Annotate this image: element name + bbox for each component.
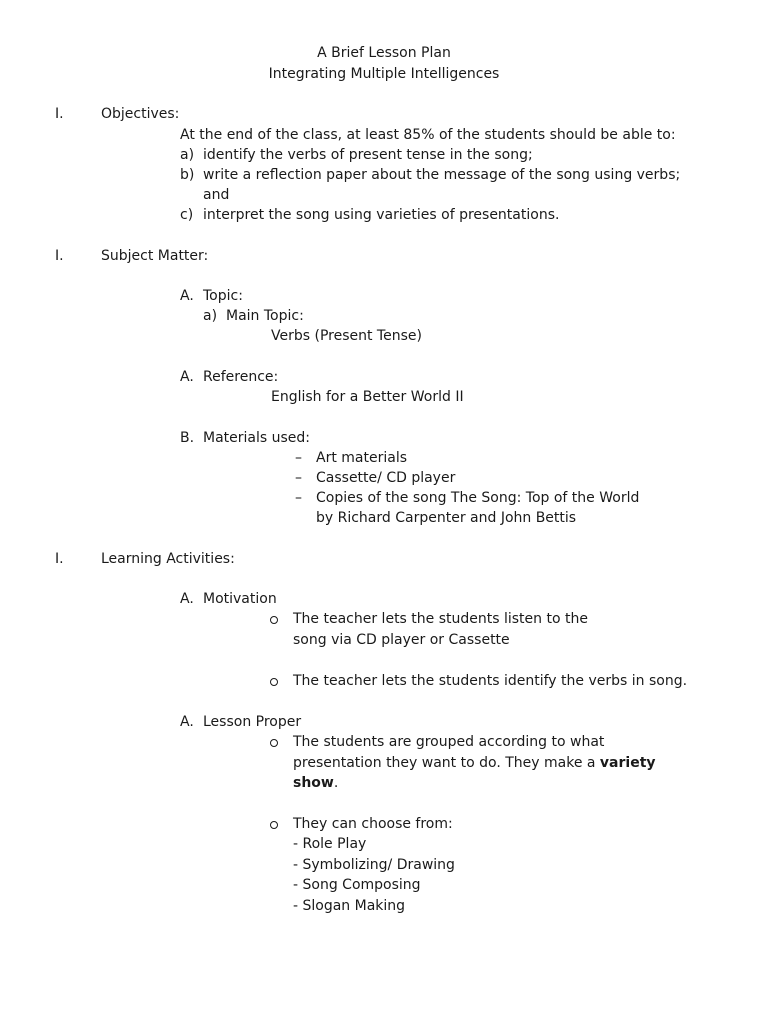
doc-title-line-1: A Brief Lesson Plan [317, 45, 451, 61]
material-dash-2: – [295, 470, 302, 486]
objective-marker-a: a) [180, 147, 195, 163]
motivation-bullet-1-line-2: song via CD player or Cassette [293, 632, 510, 648]
main-topic-label: Main Topic: [226, 308, 304, 324]
material-item-2: Cassette/ CD player [316, 470, 456, 486]
lesson-bullet-1-period: . [333, 775, 339, 791]
section-heading-subject-matter: Subject Matter: [101, 248, 209, 264]
option-role-play: - Role Play [293, 836, 367, 852]
topic-label: Topic: [203, 288, 243, 304]
option-slogan-making: - Slogan Making [293, 898, 406, 914]
section-heading-objectives: Objectives: [101, 106, 180, 122]
main-topic-marker: a) [203, 308, 218, 324]
objective-item-c: interpret the song using varieties of presentations. [203, 207, 560, 223]
variety-emphasis: variety [599, 755, 656, 771]
objective-item-b: write a reflection paper about the message of the song using verbs; [203, 167, 681, 183]
lesson-bullet-1-line-1: The students are grouped according to what [293, 734, 605, 750]
motivation-marker: A. [180, 591, 194, 607]
doc-title-line-2: Integrating Multiple Intelligences [268, 66, 500, 82]
reference-value: English for a Better World II [271, 389, 464, 405]
material-dash-1: – [295, 450, 302, 466]
reference-marker: A. [180, 369, 194, 385]
motivation-bullet-2: The teacher lets the students identify the verbs in song. [293, 673, 688, 689]
material-item-3: Copies of the song The Song: Top of the World [316, 490, 640, 506]
section-numeral-learning-activities: I. [55, 551, 64, 567]
reference-label: Reference: [203, 369, 279, 385]
lesson-bullet-1-text: presentation they want to do. They make a [293, 755, 600, 771]
section-numeral-objectives: I. [55, 106, 64, 122]
objective-item-b-continuation: and [203, 187, 230, 203]
show-emphasis: show [293, 775, 334, 791]
section-heading-learning-activities: Learning Activities: [101, 551, 235, 567]
objective-marker-c: c) [180, 207, 194, 223]
lesson-proper-label: Lesson Proper [203, 714, 302, 730]
objectives-intro: At the end of the class, at least 85% of the students should be able to: [180, 127, 676, 143]
objective-marker-b: b) [180, 167, 195, 183]
material-dash-3: – [295, 490, 302, 506]
motivation-label: Motivation [203, 591, 277, 607]
main-topic-value: Verbs (Present Tense) [271, 328, 422, 344]
bullet-circle-icon [270, 678, 278, 686]
materials-marker: B. [180, 430, 195, 446]
bullet-circle-icon [270, 739, 278, 747]
lesson-bullet-1-line-2 [293, 753, 656, 773]
lesson-proper-marker: A. [180, 714, 194, 730]
option-symbolizing-drawing: - Symbolizing/ Drawing [293, 857, 455, 873]
bullet-circle-icon [270, 821, 278, 829]
objective-item-a: identify the verbs of present tense in the song; [203, 147, 533, 163]
section-numeral-subject-matter: I. [55, 248, 64, 264]
motivation-bullet-1-line-1: The teacher lets the students listen to the [293, 611, 588, 627]
lesson-bullet-2-lead: They can choose from: [293, 816, 453, 832]
bullet-circle-icon [270, 616, 278, 624]
lesson-bullet-1-line-3 [293, 773, 338, 793]
materials-label: Materials used: [203, 430, 311, 446]
option-song-composing: - Song Composing [293, 877, 421, 893]
material-item-1: Art materials [316, 450, 407, 466]
material-item-3-continuation: by Richard Carpenter and John Bettis [316, 510, 577, 526]
topic-marker: A. [180, 288, 194, 304]
